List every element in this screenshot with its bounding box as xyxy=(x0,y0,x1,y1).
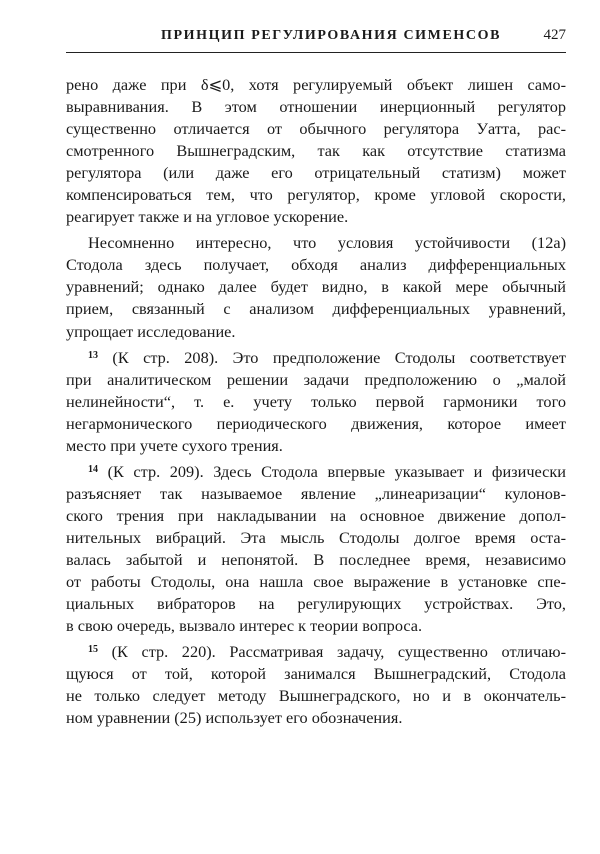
text-line: разъясняет так называемое явление „линеаризации“ кулонов- xyxy=(66,483,566,503)
text-line xyxy=(66,641,566,663)
note-13 xyxy=(66,347,566,457)
text-line: циальных вибраторов на регулирующих устройствах. Это, xyxy=(66,594,566,614)
text-line: Несомненно интересно, что условия устойчивости (12а) xyxy=(88,233,566,253)
note-14 xyxy=(66,461,566,637)
note-number: 14 xyxy=(88,463,98,475)
text-line: смотренного Вышнеградским, так как отсутствие статизма xyxy=(66,141,566,161)
note-number: 13 xyxy=(88,349,98,361)
text-line: щуюся от той, которой занимался Вышнеградский, Стодола xyxy=(66,664,566,684)
text-line: ского трения при накладывании на основное движение допол- xyxy=(66,505,566,525)
text-line: уравнений; однако далее будет видно, в какой мере обычный xyxy=(66,277,566,297)
text-line: прием, связанный с анализом дифференциальных уравнений, xyxy=(66,299,566,319)
text-line: упрощает исследование. xyxy=(66,321,236,341)
text-line: нительных вибраций. Эта мысль Стодолы долгое время оста- xyxy=(66,527,566,547)
paragraph-1 xyxy=(66,74,566,228)
note-first-line: (К стр. 220). Рассматривая задачу, существенно отличаю- xyxy=(98,642,566,662)
running-head xyxy=(66,28,566,50)
note-first-line: (К стр. 208). Это предположение Стодолы соответствует xyxy=(98,347,566,367)
text-line: компенсироваться тем, что регулятор, кроме угловой скорости, xyxy=(66,185,566,205)
note-first-line: (К стр. 209). Здесь Стодола впервые указывает и физически xyxy=(98,461,566,481)
text-line: не только следует методу Вышнеградского, но и в окончатель- xyxy=(66,686,566,706)
text-line: ном уравнении (25) использует его обозначения. xyxy=(66,708,403,728)
text-line: выравнивания. В этом отношении инерционный регулятор xyxy=(66,97,566,117)
text-line: от работы Стодолы, она нашла свое выражение в установке спе- xyxy=(66,572,566,592)
text-line: при аналитическом решении задачи предположению о „малой xyxy=(66,369,566,389)
text-line: нелинейности“, т. е. учету только первой гармоники того xyxy=(66,391,566,411)
text-line: в свою очередь, вызвало интерес к теории вопроса. xyxy=(66,616,423,636)
header-rule xyxy=(66,52,566,53)
text-line: реагирует также и на угловое ускорение. xyxy=(66,207,349,227)
text-line: место при учете сухого трения. xyxy=(66,435,283,455)
note-number: 15 xyxy=(88,644,98,656)
text-line: регулятора (или даже его отрицательный статизм) может xyxy=(66,163,566,183)
text-line: валась забытой и непонятой. В последнее время, независимо xyxy=(66,549,566,569)
page-number: 427 xyxy=(543,27,566,43)
text-line: Стодола здесь получает, обходя анализ дифференциальных xyxy=(66,255,566,275)
text-line xyxy=(66,461,566,483)
text-line: рено даже при δ⩽0, хотя регулируемый объект лишен само- xyxy=(66,75,566,94)
running-title: ПРИНЦИП РЕГУЛИРОВАНИЯ СИМЕНСОВ xyxy=(161,28,502,43)
body-text xyxy=(66,74,566,729)
text-line xyxy=(66,347,566,369)
note-15 xyxy=(66,641,566,729)
text-line: существенно отличается от обычного регулятора Уатта, рас- xyxy=(66,119,566,139)
text-line: негармонического периодического движения, которое имеет xyxy=(66,413,566,433)
paragraph-2 xyxy=(66,232,566,342)
